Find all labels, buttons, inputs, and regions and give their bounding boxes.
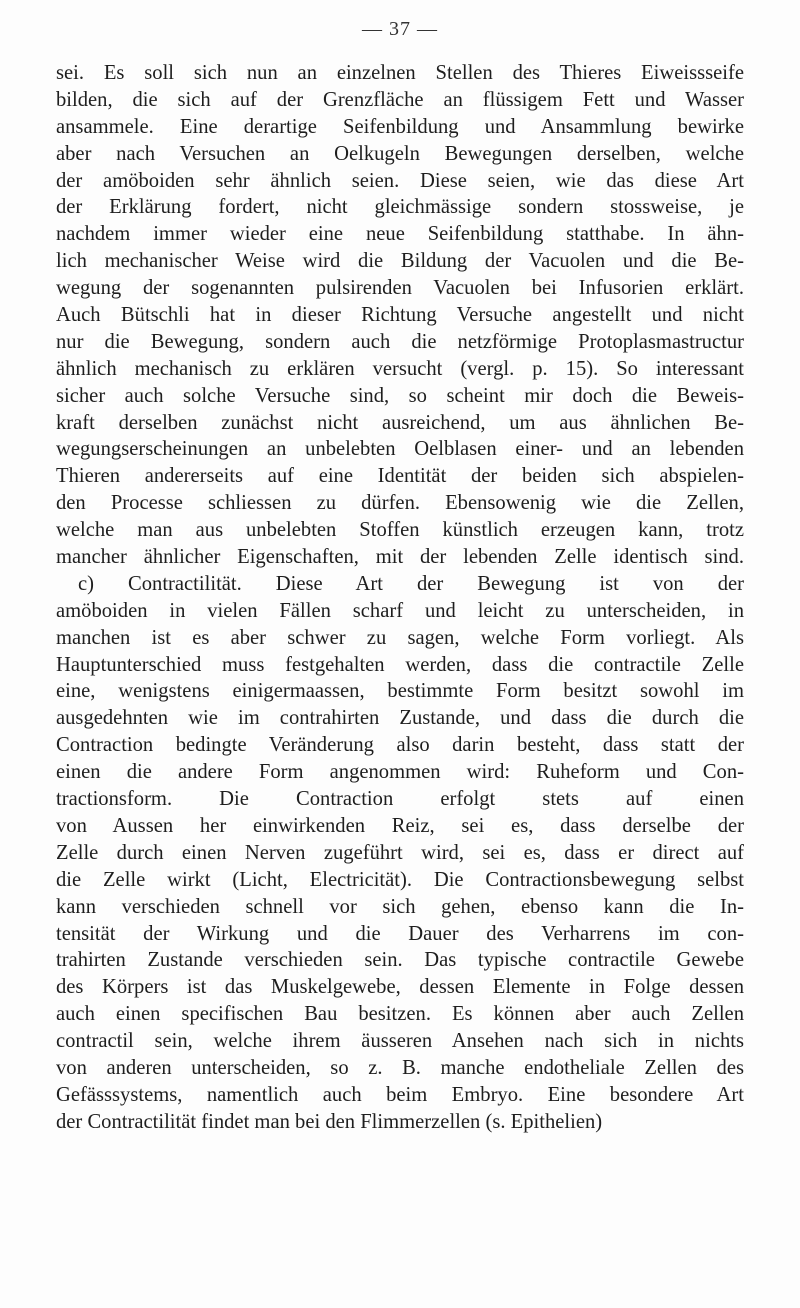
text-line: der Erklärung fordert, nicht gleichmässige sondern stossweise, je <box>56 196 744 219</box>
text-line: eine, wenigstens einigermaassen, bestimmte Form besitzt sowohl im <box>56 680 744 703</box>
text-line: Gefässsystems, namentlich auch beim Embryo. Eine besondere Art <box>56 1083 744 1106</box>
text-line: Contraction bedingte Veränderung also darin besteht, dass statt der <box>56 734 744 757</box>
text-line: nachdem immer wieder eine neue Seifenbildung statthabe. In ähn- <box>56 223 744 246</box>
text-line: Zelle durch einen Nerven zugeführt wird, sei es, dass er direct auf <box>56 841 744 864</box>
text-line: contractil sein, welche ihrem äusseren Ansehen nach sich in nichts <box>56 1030 744 1053</box>
text-line: welche man aus unbelebten Stoffen künstlich erzeugen kann, trotz <box>56 519 744 542</box>
text-line: kraft derselben zunächst nicht ausreichend, um aus ähnlichen Be- <box>56 411 744 434</box>
text-line: tensität der Wirkung und die Dauer des Verharrens im con- <box>56 922 744 945</box>
text-line: sei. Es soll sich nun an einzelnen Stellen des Thieres Eiweissseife <box>56 62 744 84</box>
text-line: Auch Bütschli hat in dieser Richtung Versuche angestellt und nicht <box>56 304 744 327</box>
text-line: manchen ist es aber schwer zu sagen, welche Form vorliegt. Als <box>56 626 744 649</box>
text-line: der amöboiden sehr ähnlich seien. Diese seien, wie das diese Art <box>56 169 744 192</box>
text-line: mancher ähnlicher Eigenschaften, mit der lebenden Zelle identisch sind. <box>56 546 744 569</box>
text-line: bilden, die sich auf der Grenzfläche an flüssigem Fett und Wasser <box>56 88 744 111</box>
text-line: lich mechanischer Weise wird die Bildung der Vacuolen und die Be- <box>56 250 744 273</box>
text-line: wegung der sogenannten pulsirenden Vacuolen bei Infusorien erklärt. <box>56 277 744 300</box>
text-line: amöboiden in vielen Fällen scharf und leicht zu unterscheiden, in <box>56 599 744 622</box>
text-line: Hauptunterschied muss festgehalten werden, dass die contractile Zelle <box>56 653 744 676</box>
text-line: von Aussen her einwirkenden Reiz, sei es, dass derselbe der <box>56 814 744 837</box>
text-line: auch einen specifischen Bau besitzen. Es können aber auch Zellen <box>56 1003 744 1026</box>
text-line: trahirten Zustande verschieden sein. Das typische contractile Gewebe <box>56 949 744 972</box>
text-line: c) Contractilität. Diese Art der Bewegung ist von der <box>78 572 744 595</box>
text-line: tractionsform. Die Contraction erfolgt stets auf einen <box>56 788 744 811</box>
text-line: Thieren andererseits auf eine Identität der beiden sich abspielen- <box>56 465 744 488</box>
text-line: aber nach Versuchen an Oelkugeln Bewegungen derselben, welche <box>56 142 744 165</box>
text-line: ähnlich mechanisch zu erklären versucht (vergl. p. 15). So interessant <box>56 357 744 380</box>
text-line: kann verschieden schnell vor sich gehen, ebenso kann die In- <box>56 895 744 918</box>
text-line: von anderen unterscheiden, so z. B. manche endotheliale Zellen des <box>56 1056 744 1079</box>
text-line: des Körpers ist das Muskelgewebe, dessen Elemente in Folge dessen <box>56 976 744 999</box>
text-line: der Contractilität findet man bei den Flimmerzellen (s. Epithelien) <box>56 1110 603 1133</box>
text-line: nur die Bewegung, sondern auch die netzförmige Protoplasmastructur <box>56 330 744 353</box>
text-line: einen die andere Form angenommen wird: Ruheform und Con- <box>56 761 744 784</box>
text-line: wegungserscheinungen an unbelebten Oelblasen einer- und an lebenden <box>56 438 744 461</box>
text-line: sicher auch solche Versuche sind, so scheint mir doch die Beweis- <box>56 384 744 407</box>
text-line: die Zelle wirkt (Licht, Electricität). Die Contractionsbewegung selbst <box>56 868 744 891</box>
page-number: — 37 — <box>362 18 438 40</box>
text-line: ansammele. Eine derartige Seifenbildung und Ansammlung bewirke <box>56 115 744 138</box>
text-line: ausgedehnten wie im contrahirten Zustande, und dass die durch die <box>56 707 744 730</box>
text-line: den Processe schliessen zu dürfen. Ebensowenig wie die Zellen, <box>56 492 744 515</box>
body-text <box>56 60 744 1136</box>
